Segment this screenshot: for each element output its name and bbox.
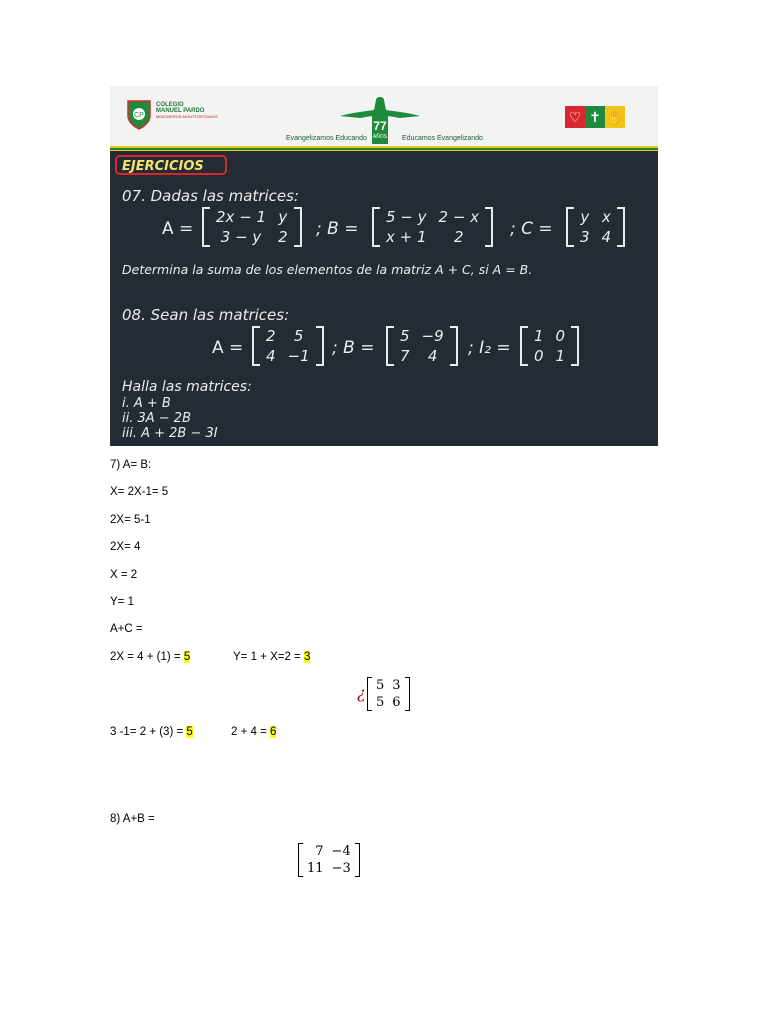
exercise-slide-image xyxy=(110,86,658,446)
ex7-b-label: ; B = xyxy=(316,219,359,239)
ex8-matrix-a: 2 5 4 −1 xyxy=(252,326,324,366)
answer-line-sums-3 xyxy=(110,726,193,738)
ex8-i-label: ; I₂ = xyxy=(468,338,511,358)
exercise-8-title: 08. Sean las matrices: xyxy=(122,306,290,324)
result-matrix-a-plus-c: 5 3 5 6 xyxy=(367,677,410,711)
school-crest-icon xyxy=(126,98,152,130)
highlighted-result: 3 xyxy=(303,651,311,663)
answer-line-sums-4 xyxy=(231,726,276,738)
ex7-matrix-a: 2x − 1 y 3 − y 2 xyxy=(202,207,302,247)
ex8-b-label: ; B = xyxy=(332,338,375,358)
yellow-stripe-2 xyxy=(110,150,658,151)
answer-line-sums xyxy=(110,651,190,663)
highlighted-result: 5 xyxy=(183,651,191,663)
sum-text: 2 + 4 = xyxy=(231,726,271,738)
sum-text: Y= 1 + X=2 = xyxy=(233,651,304,663)
sum-text: 3 -1= 2 + (3) = xyxy=(110,726,187,738)
slogan-left: Evangelizamos Educando xyxy=(286,135,367,142)
answer-line: Y= 1 xyxy=(110,596,134,608)
ex8-halla: Halla las matrices: xyxy=(122,379,252,395)
hand-icon: ✋ xyxy=(605,106,625,128)
exercise-7-title: 07. Dadas las matrices: xyxy=(122,187,299,205)
cross-icon: ✝ xyxy=(585,106,605,128)
answer-line-sums-2 xyxy=(233,651,310,663)
values-icons xyxy=(565,106,625,128)
ex8-matrix-b: 5 −9 7 4 xyxy=(386,326,458,366)
slide-header xyxy=(110,86,658,146)
answer-8-heading: 8) A+B = xyxy=(110,813,155,825)
answer-line: X= 2X-1= 5 xyxy=(110,486,169,498)
heart-icon: ♡ xyxy=(565,106,585,128)
equation-placeholder-mark: ¿ xyxy=(357,683,366,702)
ex8-item-2: ii. 3A − 2B xyxy=(122,411,191,426)
answer-line: X = 2 xyxy=(110,569,138,581)
result-matrix-a-plus-b: 7 −4 11 −3 xyxy=(298,843,360,877)
ex7-a-label: A = xyxy=(162,219,194,239)
answer-line: A+C = xyxy=(110,623,143,635)
answer-line: 2X= 4 xyxy=(110,541,141,553)
ex8-item-1: i. A + B xyxy=(122,396,171,411)
school-name: COLEGIO MANUEL PARDO MISIONEROS MONTFORTIANOS xyxy=(156,102,218,119)
ex8-item-3: iii. A + 2B − 3I xyxy=(122,426,218,441)
ex7-matrix-b: 5 − y 2 − x x + 1 2 xyxy=(372,207,493,247)
anniversary-label: AÑOS xyxy=(372,134,388,140)
answer-7-heading: 7) A= B: xyxy=(110,459,152,471)
svg-text:CP: CP xyxy=(134,112,144,119)
anniversary-number: 77 xyxy=(373,119,387,133)
ex7-matrix-c: y x 3 4 xyxy=(566,207,625,247)
sum-text: 2X = 4 + (1) = xyxy=(110,651,184,663)
slogan-right: Educamos Evangelizando xyxy=(402,135,483,142)
answer-line: 2X= 5-1 xyxy=(110,514,151,526)
ex8-a-label: A = xyxy=(212,338,244,358)
section-title: EJERCICIOS xyxy=(115,155,227,175)
highlighted-result: 6 xyxy=(270,726,277,738)
highlighted-result: 5 xyxy=(186,726,193,738)
ex7-c-label: ; C = xyxy=(510,219,553,239)
ex8-matrix-identity: 1 0 0 1 xyxy=(520,326,579,366)
exercise-7-statement: Determina la suma de los elementos de la matriz A + C, si A = B. xyxy=(122,262,533,277)
